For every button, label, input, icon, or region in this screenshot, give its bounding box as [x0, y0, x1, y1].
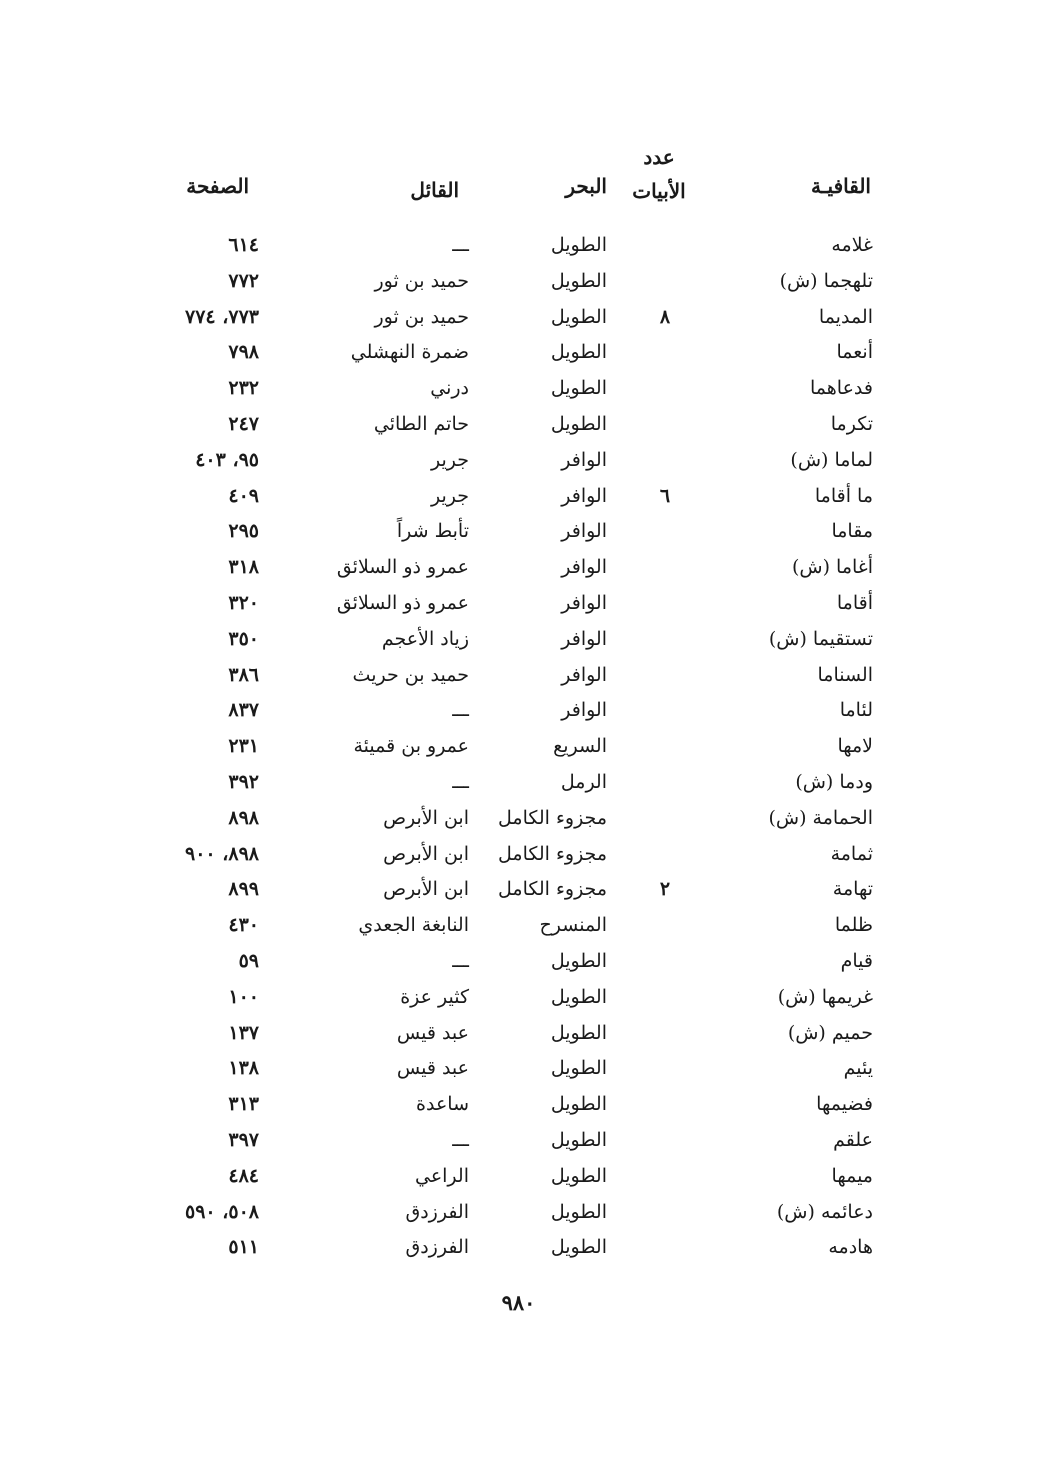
table-row [0, 980, 1037, 1016]
cell-safha: ٥١١ [228, 1236, 259, 1259]
header-abyat-line2: الأبيات [632, 179, 686, 203]
cell-safha: ١٠٠ [228, 985, 259, 1008]
cell-qail: كثير عزة [400, 985, 469, 1008]
table-row [0, 1159, 1037, 1195]
cell-bahr: الطويل [550, 234, 607, 256]
table-row [0, 1230, 1037, 1266]
cell-qafiya: لامها [837, 735, 873, 758]
cell-safha: ١٣٧ [228, 1021, 259, 1044]
cell-qafiya: السناما [817, 663, 873, 686]
cell-abyat: ٨ [659, 305, 671, 328]
table-row [0, 729, 1037, 765]
cell-bahr: مجزوء الكامل [498, 842, 607, 865]
cell-bahr: الطويل [550, 269, 607, 292]
cell-safha: ٨٩٨ [228, 806, 259, 829]
cell-bahr: الطويل [550, 1164, 607, 1187]
cell-qafiya: أنعما [836, 341, 873, 364]
header-bahr: البحر [565, 174, 607, 198]
table-row [0, 944, 1037, 980]
table-row [0, 479, 1037, 515]
cell-qail: ضمرة النهشلي [350, 341, 469, 364]
cell-qail: عمرو ذو السلائق [336, 591, 469, 614]
table-row [0, 908, 1037, 944]
cell-safha: ٦١٤ [228, 234, 259, 256]
cell-qafiya: تكرما [830, 412, 873, 435]
cell-safha: ٣٨٦ [228, 663, 259, 686]
cell-bahr: الطويل [550, 1093, 607, 1116]
cell-qail: عمرو ذو السلائق [336, 556, 469, 579]
cell-qafiya: ودما (ش) [795, 770, 873, 793]
cell-qail: جرير [431, 484, 469, 507]
cell-qafiya: تهامة [832, 878, 873, 901]
cell-safha: ٣٥٠ [228, 627, 259, 650]
cell-bahr: الوافر [561, 520, 607, 543]
header-abyat-line1: عدد [643, 145, 675, 169]
table-row [0, 1123, 1037, 1159]
cell-bahr: الوافر [561, 448, 607, 471]
cell-safha: ٥٠٨، ٥٩٠ [185, 1200, 259, 1223]
cell-qail: زياد الأعجم [381, 627, 469, 650]
cell-qafiya: تستقيما (ش) [768, 627, 873, 650]
cell-qail: درني [430, 377, 469, 400]
cell-safha: ١٣٨ [228, 1057, 259, 1080]
cell-qail: حميد بن حريث [352, 663, 469, 686]
cell-qail: ـــ [452, 234, 469, 256]
cell-qail: تأبط شراً [396, 520, 469, 543]
cell-safha: ٤٠٩ [228, 484, 259, 507]
cell-bahr: السريع [553, 735, 607, 758]
cell-safha: ٢٩٥ [228, 520, 259, 543]
cell-qafiya: ميمها [831, 1164, 873, 1187]
table-row [0, 1087, 1037, 1123]
table-row [0, 1016, 1037, 1052]
cell-safha: ٥٩ [238, 949, 259, 972]
cell-bahr: الوافر [561, 663, 607, 686]
cell-qail: ابن الأبرص [383, 806, 469, 829]
table-row [0, 264, 1037, 300]
cell-safha: ٢٣١ [228, 735, 259, 758]
cell-qail: عمرو بن قميئة [353, 735, 469, 758]
table-row [0, 1195, 1037, 1231]
table-row [0, 586, 1037, 622]
cell-qafiya: أقاما [836, 591, 873, 614]
table-row [0, 407, 1037, 443]
cell-bahr: مجزوء الكامل [498, 878, 607, 901]
cell-bahr: الوافر [561, 591, 607, 614]
cell-qafiya: لماما (ش) [790, 448, 873, 471]
cell-qafiya: لئاما [839, 699, 873, 722]
cell-safha: ٨٩٨، ٩٠٠ [185, 842, 259, 865]
cell-bahr: الوافر [561, 699, 607, 722]
table-row [0, 837, 1037, 873]
cell-safha: ٧٧٣، ٧٧٤ [185, 305, 259, 328]
cell-bahr: الطويل [550, 985, 607, 1008]
table-row [0, 765, 1037, 801]
cell-safha: ٧٩٨ [228, 341, 259, 364]
cell-qail: حميد بن ثور [374, 269, 469, 292]
cell-safha: ٨٩٩ [228, 878, 259, 901]
table-row [0, 693, 1037, 729]
cell-bahr: الطويل [550, 341, 607, 364]
cell-safha: ٣٢٠ [228, 591, 259, 614]
cell-safha: ٤٣٠ [228, 914, 259, 937]
cell-qail: حاتم الطائي [373, 412, 469, 435]
cell-bahr: الطويل [550, 1057, 607, 1080]
page-number: ٩٨٠ [501, 1290, 536, 1315]
cell-safha: ٣١٣ [228, 1093, 259, 1116]
cell-safha: ٧٧٢ [228, 269, 259, 292]
table-header [0, 140, 1037, 210]
cell-qafiya: الحمامة (ش) [768, 806, 873, 829]
index-table-body [0, 228, 1037, 1266]
table-row [0, 371, 1037, 407]
cell-qafiya: فدعاهما [810, 377, 873, 400]
cell-qail: جرير [431, 448, 469, 471]
cell-qail: ـــ [452, 699, 469, 722]
table-row [0, 514, 1037, 550]
cell-qafiya: مقاما [831, 520, 873, 543]
cell-safha: ٩٥، ٤٠٣ [195, 448, 259, 471]
cell-qafiya: المديما [818, 305, 873, 328]
cell-qail: الراعي [414, 1164, 469, 1187]
cell-qail: ابن الأبرص [383, 878, 469, 901]
cell-qafiya: هادمه [828, 1236, 873, 1259]
table-row [0, 801, 1037, 837]
table-row [0, 622, 1037, 658]
cell-qafiya: ظلما [834, 914, 873, 937]
table-row [0, 335, 1037, 371]
cell-qafiya: تلهجما (ش) [779, 269, 873, 292]
cell-safha: ٤٨٤ [228, 1164, 259, 1187]
cell-qafiya: علقم [833, 1128, 873, 1151]
cell-qafiya: أغاما (ش) [791, 556, 873, 579]
cell-bahr: الطويل [550, 412, 607, 435]
cell-qail: ابن الأبرص [383, 842, 469, 865]
cell-bahr: الطويل [550, 949, 607, 972]
table-row [0, 658, 1037, 694]
cell-safha: ٢٣٢ [228, 377, 259, 400]
cell-bahr: الوافر [561, 556, 607, 579]
cell-qafiya: قيام [840, 949, 873, 972]
table-row [0, 300, 1037, 336]
header-safha: الصفحة [186, 174, 249, 198]
cell-abyat: ٦ [659, 484, 671, 507]
cell-safha: ٢٤٧ [228, 412, 259, 435]
cell-qafiya: ما أقاما [814, 484, 873, 507]
header-qafiya: القافيـة [810, 174, 871, 198]
cell-bahr: الرمل [560, 770, 607, 793]
cell-qail: ساعدة [416, 1093, 469, 1116]
cell-qail: الفرزدق [405, 1236, 469, 1259]
cell-safha: ٣١٨ [228, 556, 259, 579]
cell-qafiya: دعائمه (ش) [776, 1200, 873, 1223]
cell-qafiya: فضيمها [816, 1093, 873, 1116]
cell-qail: ـــ [452, 949, 469, 972]
cell-qail: النابغة الجعدي [358, 914, 469, 937]
cell-qafiya: حميم (ش) [787, 1021, 873, 1044]
cell-bahr: المنسرح [539, 914, 607, 937]
cell-qail: حميد بن ثور [374, 305, 469, 328]
cell-bahr: الطويل [550, 305, 607, 328]
cell-bahr: مجزوء الكامل [498, 806, 607, 829]
cell-qafiya: ثمامة [830, 842, 873, 865]
cell-qail: عبد قيس [396, 1057, 469, 1080]
cell-safha: ٣٩٧ [228, 1128, 259, 1151]
cell-bahr: الوافر [561, 627, 607, 650]
cell-bahr: الطويل [550, 377, 607, 400]
cell-qafiya: يئيم [843, 1057, 873, 1080]
cell-abyat: ٢ [659, 878, 671, 901]
cell-qail: ـــ [452, 1128, 469, 1151]
table-row [0, 872, 1037, 908]
cell-qafiya: غريمها (ش) [777, 985, 873, 1008]
cell-safha: ٨٣٧ [228, 699, 259, 722]
table-row [0, 443, 1037, 479]
cell-safha: ٣٩٢ [228, 770, 259, 793]
cell-bahr: الطويل [550, 1021, 607, 1044]
cell-bahr: الطويل [550, 1236, 607, 1259]
cell-qafiya: غلامه [831, 234, 873, 256]
cell-qail: الفرزدق [405, 1200, 469, 1223]
cell-bahr: الطويل [550, 1128, 607, 1151]
cell-qail: عبد قيس [396, 1021, 469, 1044]
cell-bahr: الوافر [561, 484, 607, 507]
table-row [0, 228, 1037, 264]
table-row [0, 1051, 1037, 1087]
table-row [0, 550, 1037, 586]
cell-bahr: الطويل [550, 1200, 607, 1223]
header-qail: القائل [410, 178, 459, 202]
header-abyat [624, 140, 694, 208]
cell-qail: ـــ [452, 770, 469, 793]
